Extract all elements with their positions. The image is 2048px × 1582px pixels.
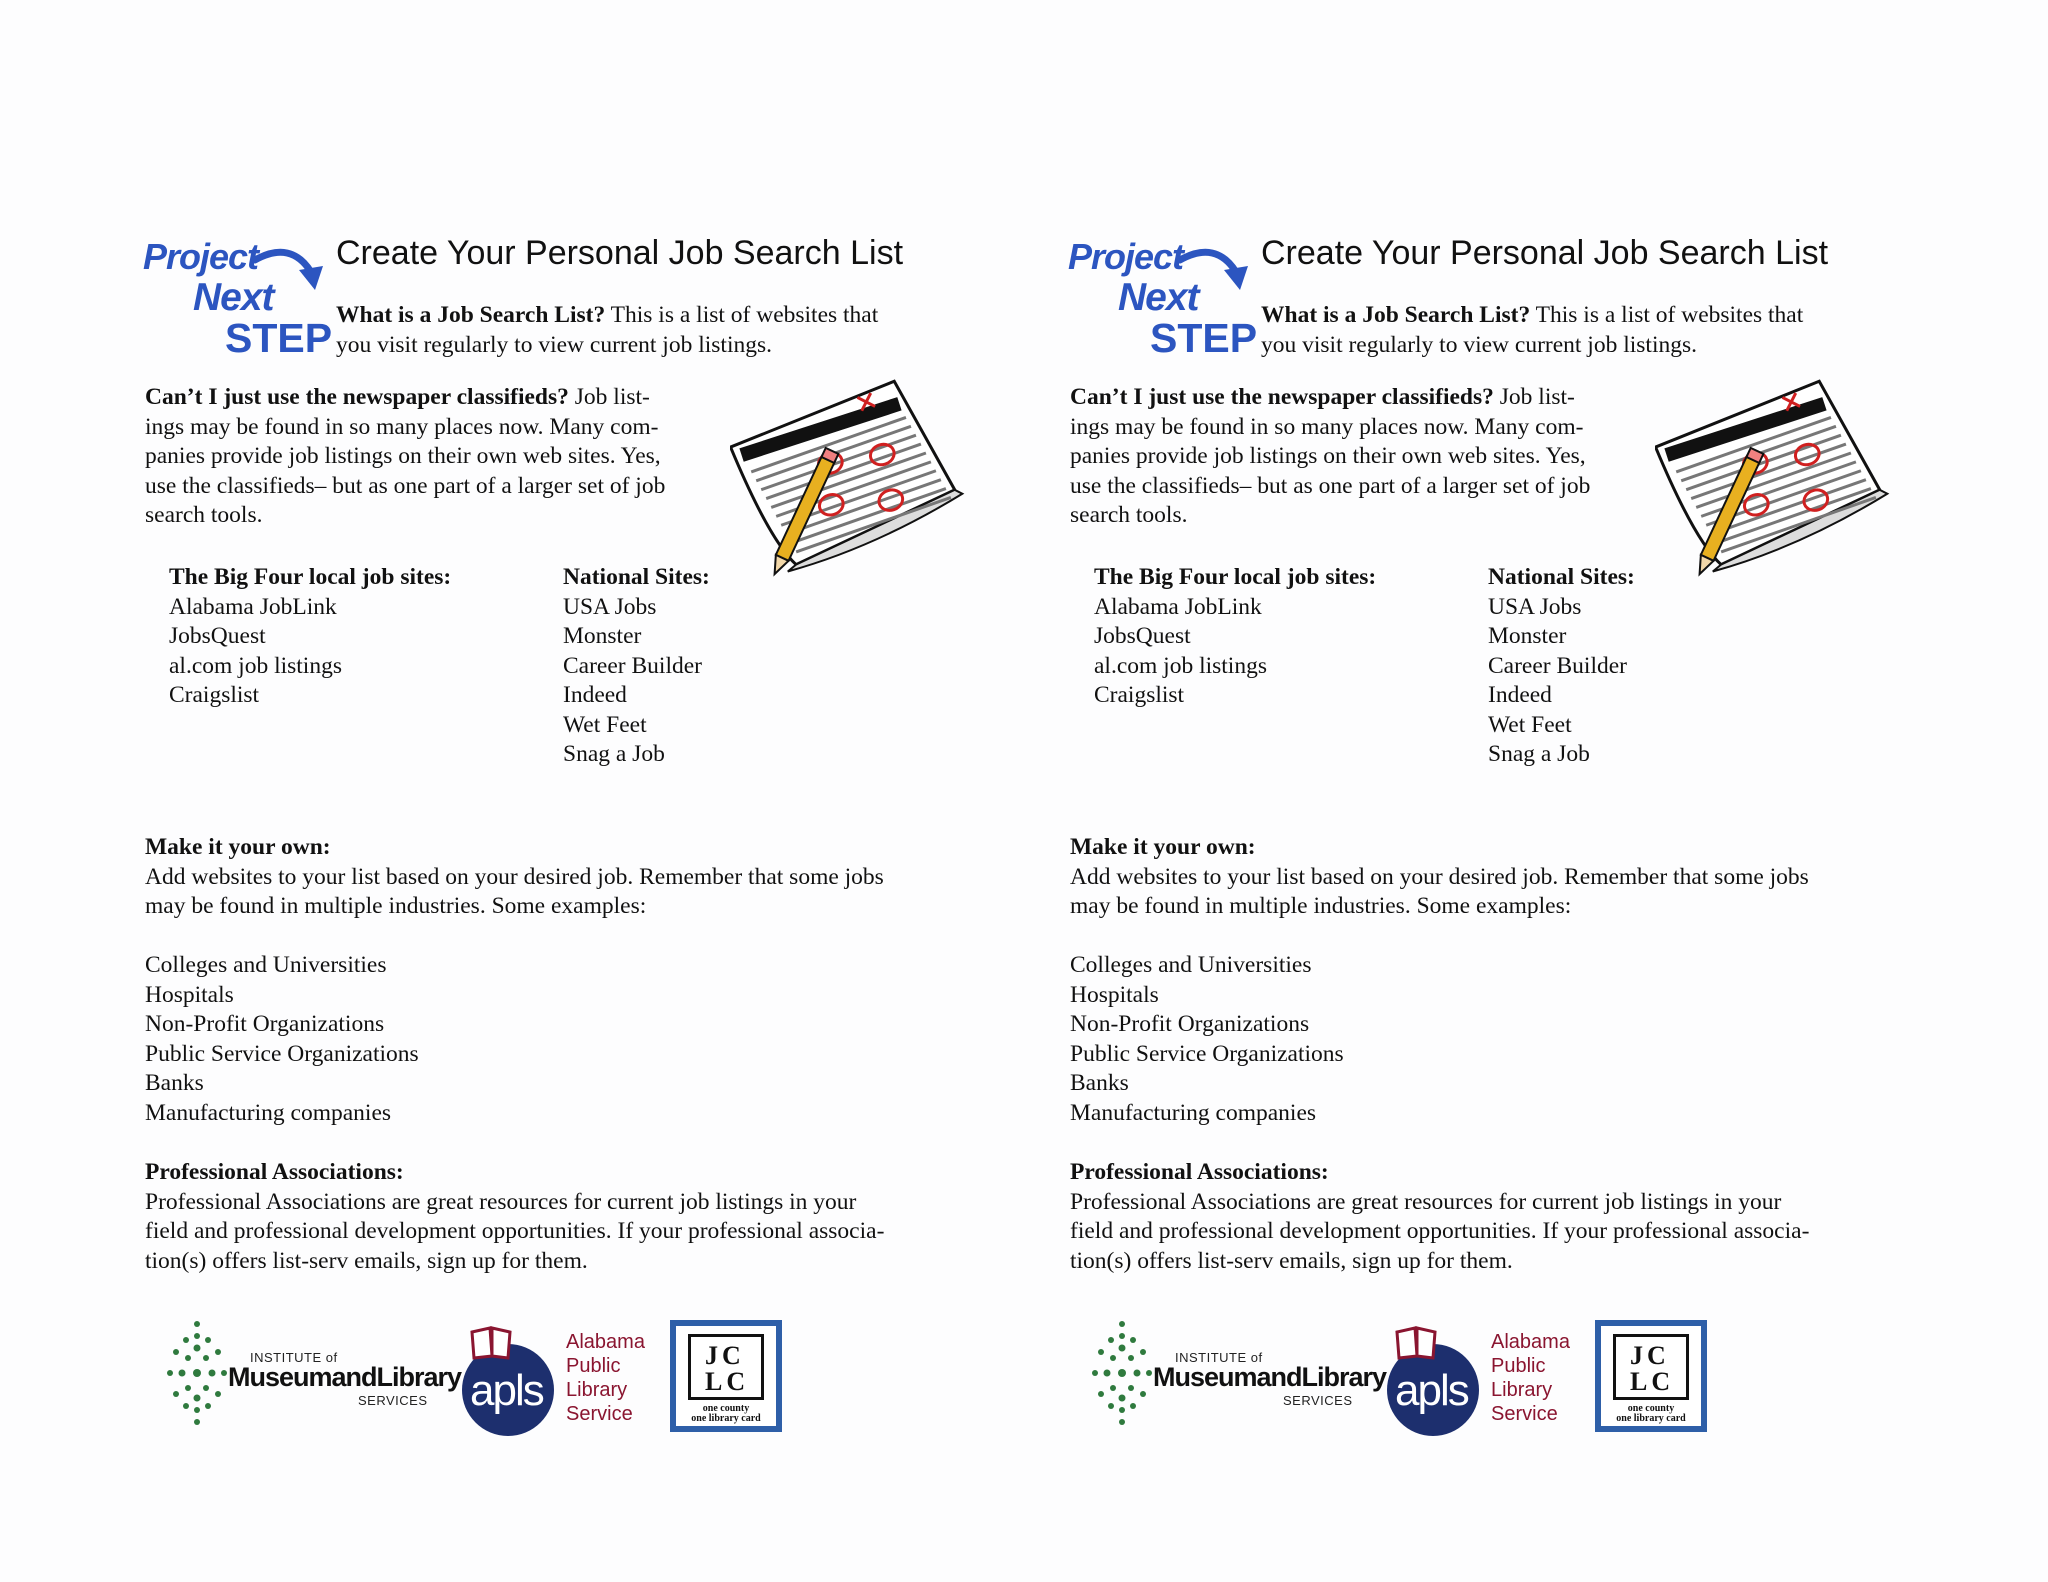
examples-list [145, 951, 985, 1128]
newspaper-pencil-icon [1655, 372, 1891, 584]
make-it-your-own-section [1070, 833, 1910, 922]
logo-word-step: STEP [225, 315, 333, 361]
list-item: Hospitals [145, 981, 234, 1008]
imls-main-text: MuseumandLibrary [1153, 1362, 1387, 1392]
list-item: USA Jobs [563, 593, 657, 620]
logo-word-step: STEP [1150, 315, 1258, 361]
make-text-2: may be found in multiple industries. Some examples: [1070, 893, 1572, 919]
intro-text-2: you visit regularly to view current job listings. [1261, 331, 1697, 358]
newspaper-text-3: panies provide job listings on their own web sites. Yes, [1070, 443, 1586, 469]
make-text-2: may be found in multiple industries. Some examples: [145, 893, 647, 919]
list-item: Monster [563, 623, 642, 649]
apls-abbreviation: apls [1395, 1366, 1468, 1415]
list-item: Alabama JobLink [1094, 593, 1262, 620]
list-item: Wet Feet [563, 711, 647, 738]
jclc-letters-bottom: LC [1630, 1367, 1675, 1396]
logo-word-next: Next [1118, 276, 1199, 319]
professional-text-1: Professional Associations are great resources for current job listings in your [145, 1188, 857, 1215]
national-sites-heading: National Sites: [1488, 564, 1635, 590]
list-item: al.com job listings [169, 652, 342, 679]
imls-top-text: INSTITUTE of [250, 1350, 338, 1365]
professional-text-1: Professional Associations are great resources for current job listings in your [1070, 1188, 1782, 1215]
list-item: Banks [1070, 1070, 1129, 1096]
jclc-letters-bottom: LC [705, 1367, 750, 1396]
imls-logo [1087, 1318, 1387, 1428]
make-it-your-own-heading: Make it your own: [145, 834, 331, 860]
list-item: Indeed [563, 682, 627, 708]
professional-text-2: field and professional development opportunities. If your professional associa- [1070, 1218, 1810, 1244]
national-sites-column [563, 563, 710, 770]
list-item: Public Service Organizations [145, 1040, 419, 1067]
starburst-icon [1087, 1318, 1157, 1428]
newspaper-text-1: Job list- [568, 384, 650, 410]
intro-text-1: This is a list of websites that [1530, 302, 1804, 328]
apls-name-line: Library [1491, 1379, 1553, 1401]
jclc-logo [1595, 1320, 1707, 1432]
book-icon [470, 1326, 514, 1360]
apls-name-line: Library [566, 1379, 628, 1401]
newspaper-text-2: ings may be found in so many places now. Many com- [1070, 413, 1584, 440]
list-item: Manufacturing companies [1070, 1099, 1317, 1126]
list-item: Manufacturing companies [145, 1099, 392, 1126]
jclc-tagline-2: one library card [1616, 1413, 1686, 1424]
national-sites-column [1488, 563, 1635, 770]
list-item: JobsQuest [1094, 623, 1191, 649]
apls-name-line: Public [1491, 1355, 1546, 1377]
jclc-tagline-1: one county [1627, 1403, 1675, 1414]
intro-paragraph [336, 301, 976, 360]
imls-main-text: MuseumandLibrary [228, 1362, 462, 1392]
jclc-tagline-1: one county [702, 1403, 750, 1414]
book-icon [1395, 1326, 1439, 1360]
intro-question: What is a Job Search List? [1261, 302, 1531, 328]
professional-associations-section [1070, 1158, 1910, 1276]
list-item: Wet Feet [1488, 711, 1572, 738]
apls-logo [1387, 1326, 1587, 1430]
make-text-1: Add websites to your list based on your desired job. Remember that some jobs [1070, 863, 1809, 890]
jclc-letters [1630, 1343, 1674, 1395]
examples-list [1070, 951, 1910, 1128]
list-item: JobsQuest [169, 623, 266, 649]
list-item: Career Builder [563, 652, 702, 679]
local-sites-heading: The Big Four local job sites: [1094, 564, 1377, 590]
newspaper-text-3: panies provide job listings on their own web sites. Yes, [145, 443, 661, 469]
list-item: Career Builder [1488, 652, 1627, 679]
page-title: Create Your Personal Job Search List [336, 234, 904, 272]
newspaper-paragraph [145, 383, 735, 531]
professional-text-2: field and professional development opportunities. If your professional associa- [145, 1218, 885, 1244]
newspaper-paragraph [1070, 383, 1660, 531]
apls-abbreviation: apls [470, 1366, 543, 1415]
national-sites-heading: National Sites: [563, 564, 710, 590]
list-item: Banks [145, 1070, 204, 1096]
logo-word-next: Next [193, 276, 274, 319]
apls-name [1491, 1330, 1570, 1426]
apls-name-line: Alabama [1491, 1331, 1570, 1353]
list-item: Colleges and Universities [145, 952, 387, 978]
logo-word-project: Project [143, 236, 259, 277]
newspaper-text-4: use the classifieds– but as one part of a larger set of job [1070, 472, 1591, 499]
newspaper-text-4: use the classifieds– but as one part of a larger set of job [145, 472, 666, 499]
apls-logo [462, 1326, 662, 1430]
list-item: Snag a Job [563, 741, 665, 767]
list-item: USA Jobs [1488, 593, 1582, 620]
newspaper-text-5: search tools. [145, 502, 263, 528]
list-item: Craigslist [169, 682, 260, 708]
apls-name-line: Alabama [566, 1331, 645, 1353]
list-item: Hospitals [1070, 981, 1159, 1008]
flyer-right [925, 0, 1949, 1582]
local-sites-column [169, 563, 451, 711]
professional-heading: Professional Associations: [1070, 1159, 1329, 1185]
logo-word-project: Project [1068, 236, 1184, 277]
intro-text-2: you visit regularly to view current job listings. [336, 331, 772, 358]
starburst-icon [162, 1318, 232, 1428]
apls-name-line: Service [566, 1403, 633, 1425]
make-text-1: Add websites to your list based on your desired job. Remember that some jobs [145, 863, 884, 890]
jclc-frame [688, 1334, 764, 1400]
jclc-letters-top: JC [1630, 1341, 1670, 1370]
list-item: Snag a Job [1488, 741, 1590, 767]
curved-arrow-icon [1176, 246, 1256, 306]
professional-associations-section [145, 1158, 985, 1276]
newspaper-text-5: search tools. [1070, 502, 1188, 528]
make-it-your-own-heading: Make it your own: [1070, 834, 1256, 860]
imls-bottom-text: SERVICES [358, 1393, 428, 1408]
local-sites-column [1094, 563, 1376, 711]
newspaper-question: Can’t I just use the newspaper classifieds? [1070, 384, 1494, 410]
newspaper-text-2: ings may be found in so many places now. Many com- [145, 413, 659, 440]
list-item: Colleges and Universities [1070, 952, 1312, 978]
list-item: Craigslist [1094, 682, 1185, 708]
intro-paragraph [1261, 301, 1901, 360]
imls-bottom-text: SERVICES [1283, 1393, 1353, 1408]
list-item: Non-Profit Organizations [145, 1011, 385, 1037]
newspaper-question: Can’t I just use the newspaper classifieds? [145, 384, 569, 410]
project-next-step-logo [143, 236, 335, 360]
list-item: Alabama JobLink [169, 593, 337, 620]
jclc-letters [705, 1343, 749, 1395]
intro-question: What is a Job Search List? [336, 302, 606, 328]
list-item: Non-Profit Organizations [1070, 1011, 1310, 1037]
imls-logo [162, 1318, 462, 1428]
imls-top-text: INSTITUTE of [1175, 1350, 1263, 1365]
jclc-logo [670, 1320, 782, 1432]
curved-arrow-icon [251, 246, 331, 306]
make-it-your-own-section [145, 833, 985, 922]
professional-text-3: tion(s) offers list-serv emails, sign up for them. [1070, 1247, 1513, 1274]
apls-name-line: Public [566, 1355, 621, 1377]
apls-name-line: Service [1491, 1403, 1558, 1425]
list-item: Monster [1488, 623, 1567, 649]
newspaper-text-1: Job list- [1493, 384, 1575, 410]
list-item: al.com job listings [1094, 652, 1267, 679]
jclc-tagline-2: one library card [691, 1413, 761, 1424]
professional-heading: Professional Associations: [145, 1159, 404, 1185]
intro-text-1: This is a list of websites that [605, 302, 879, 328]
apls-name [566, 1330, 645, 1426]
list-item: Indeed [1488, 682, 1552, 708]
jclc-letters-top: JC [705, 1341, 745, 1370]
page-title: Create Your Personal Job Search List [1261, 234, 1829, 272]
local-sites-heading: The Big Four local job sites: [169, 564, 452, 590]
jclc-frame [1613, 1334, 1689, 1400]
list-item: Public Service Organizations [1070, 1040, 1344, 1067]
professional-text-3: tion(s) offers list-serv emails, sign up for them. [145, 1247, 588, 1274]
project-next-step-logo [1068, 236, 1260, 360]
